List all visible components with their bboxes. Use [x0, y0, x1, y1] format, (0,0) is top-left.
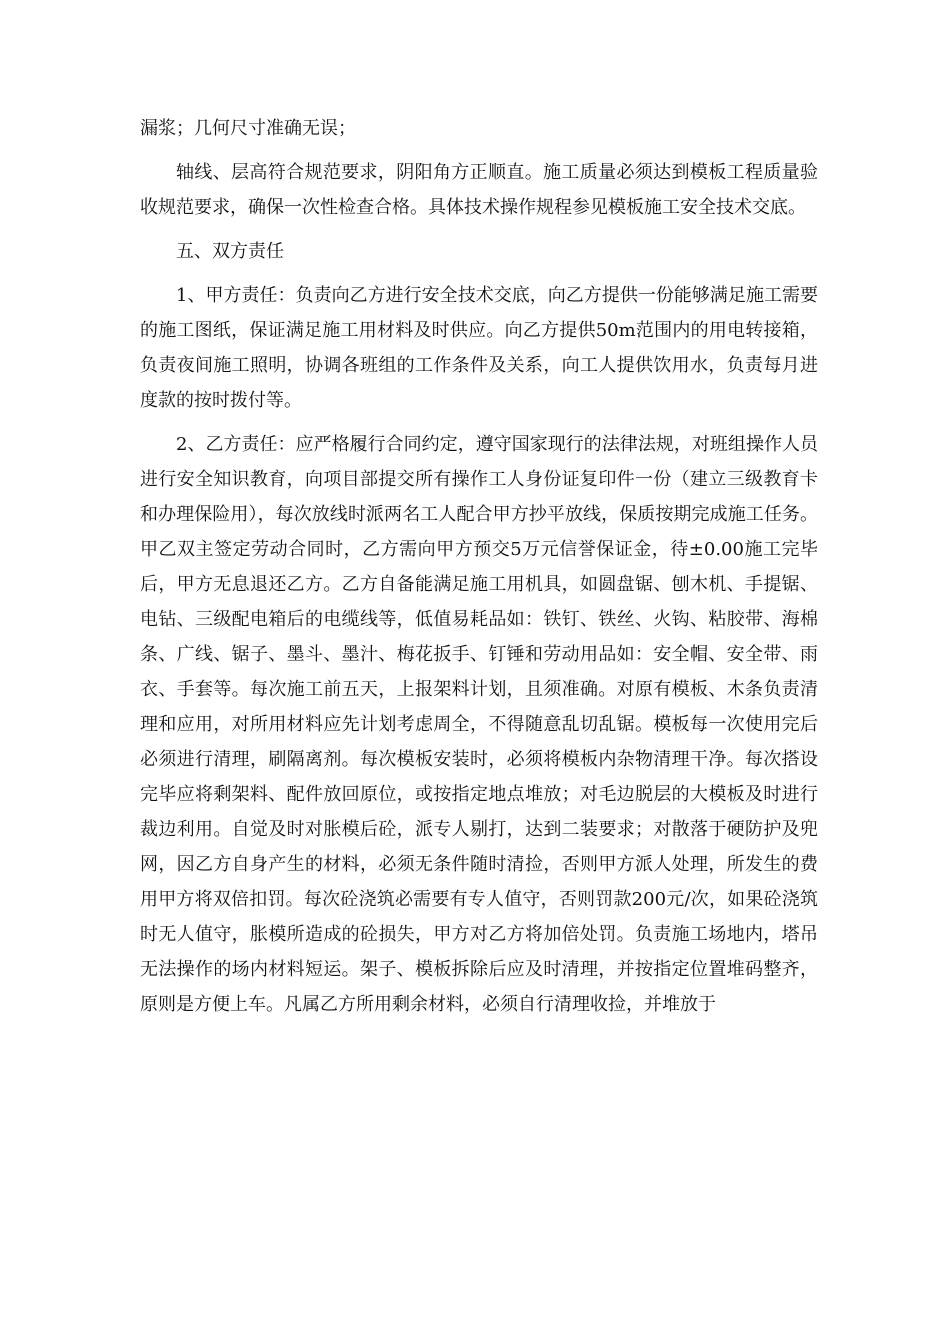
paragraph-continuation: 漏浆；几何尺寸准确无误；	[140, 118, 356, 139]
paragraph-quality-requirements: 轴线、层高符合规范要求，阴阳角方正顺直。施工质量必须达到模板工程质量验收规范要求，确保一次性检查合格。具体技术操作规程参见模板施工安全技术交底。	[140, 162, 818, 218]
paragraph-party-b-responsibility: 2、乙方责任：应严格履行合同约定，遵守国家现行的法律法规，对班组操作人员进行安全知识教育，向项目部提交所有操作工人身份证复印件一份（建立三级教育卡和办理保险用），每次放线时派两名工人配合甲方抄平放线，保质按期完成施工任务。甲乙双主签定劳动合同时，乙方需向甲方预交5万元信誉保证金，待±0.00施工完毕后，甲方无息退还乙方。乙方自备能满足施工用机具，如圆盘锯、刨木机、手提锯、电钻、三级配电箱后的电缆线等，低值易耗品如：铁钉、铁丝、火钩、粘胶带、海棉条、广线、锯子、墨斗、墨汁、梅花扳手、钉锤和劳动用品如：安全帽、安全带、雨衣、手套等。每次施工前五天，上报架料计划，且须准确。对原有模板、木条负责清理和应用，对所用材料应先计划考虑周全，不得随意乱切乱锯。模板每一次使用完后必须进行清理，刷隔离剂。每次模板安装时，必须将模板内杂物清理干净。每次搭设完毕应将剩架料、配件放回原位，或按指定地点堆放；对毛边脱层的大模板及时进行裁边利用。自觉及时对胀模后砼，派专人剔打，达到二装要求；对散落于硬防护及兜网，因乙方自身产生的材料，必须无条件随时清捡，否则甲方派人处理，所发生的费用甲方将双倍扣罚。每次砼浇筑必需要有专人值守，否则罚款200元/次，如果砼浇筑时无人值守，胀模所造成的砼损失，甲方对乙方将加倍处罚。负责施工场地内，塔吊无法操作的场内材料短运。架子、模板拆除后应及时清理，并按指定位置堆码整齐， 原则是方便上车。凡属乙方所用剩余材料，必须自行清理收捡，并堆放于	[140, 434, 818, 1015]
paragraph-party-a-responsibility: 1、甲方责任：负责向乙方进行安全技术交底，向乙方提供一份能够满足施工需要的施工图纸，保证满足施工用材料及时供应。向乙方提供50m范围内的用电转接箱，负责夜间施工照明，协调各班组的工作条件及关系，向工人提供饮用水，负责每月进度款的按时拨付等。	[140, 285, 818, 411]
document-body	[140, 111, 818, 1031]
section-heading-responsibilities: 五、双方责任	[176, 241, 284, 262]
